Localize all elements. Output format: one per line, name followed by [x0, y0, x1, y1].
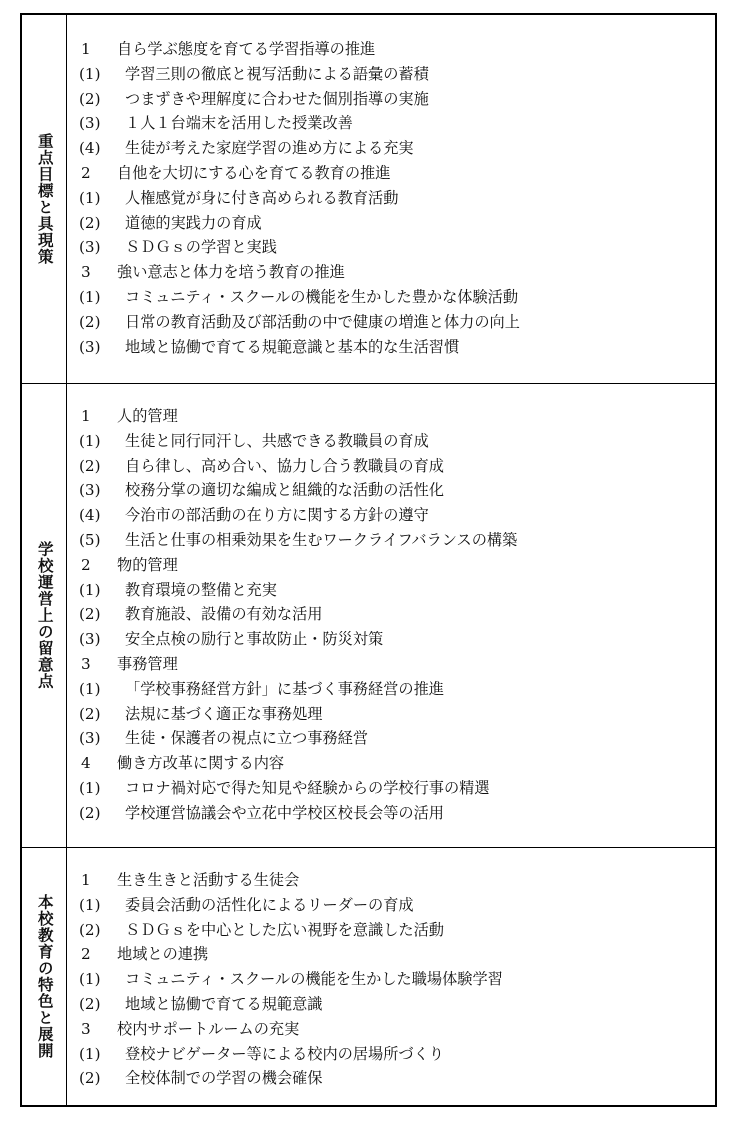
item-number: (2)	[79, 89, 101, 108]
item-number: (2)	[79, 456, 101, 475]
list-item	[77, 677, 709, 702]
item-number: (1)	[79, 188, 101, 207]
item-text: 全校体制での学習の機会確保	[125, 1069, 323, 1088]
heading-number: 2	[81, 163, 91, 182]
item-number: (1)	[79, 895, 101, 914]
list-item	[77, 87, 709, 112]
section-heading-line	[77, 1017, 709, 1042]
item-number: (1)	[79, 1044, 101, 1063]
item-text: 生活と仕事の相乗効果を生むワークライフバランスの構築	[125, 530, 518, 549]
item-number: (3)	[79, 238, 101, 257]
section-heading-line	[77, 404, 709, 429]
heading-number: 2	[81, 555, 91, 574]
item-text: コミュニティ・スクールの機能を生かした豊かな体験活動	[125, 287, 519, 306]
item-number: (1)	[79, 970, 101, 989]
heading-text: 自ら学ぶ態度を育てる学習指導の推進	[117, 40, 376, 58]
section-heading-line	[77, 652, 709, 677]
item-text: 学校運営協議会や立花中学校区校長会等の活用	[125, 803, 444, 822]
item-text: １人１台端末を活用した授業改善	[125, 114, 353, 133]
heading-number: 3	[81, 263, 91, 282]
heading-number: 1	[81, 40, 91, 58]
item-text: 生徒・保護者の視点に立つ事務経営	[125, 729, 368, 748]
item-text: 人権感覚が身に付き高められる教育活動	[125, 188, 399, 207]
item-text: 地域と協働で育てる規範意識	[125, 994, 323, 1013]
item-number: (3)	[79, 729, 101, 748]
list-item	[77, 776, 709, 801]
heading-text: 物的管理	[117, 555, 178, 574]
list-item	[77, 1066, 709, 1091]
heading-text: 生き生きと活動する生徒会	[117, 871, 300, 889]
item-text: 教育環境の整備と充実	[125, 580, 277, 599]
item-text: 日常の教育活動及び部活動の中で健康の増進と体力の向上	[125, 312, 520, 331]
item-number: (2)	[79, 312, 101, 331]
heading-text: 校内サポートルームの充実	[117, 1019, 300, 1038]
heading-text: 働き方改革に関する内容	[117, 754, 285, 773]
item-text: 生徒と同行同汗し、共感できる教職員の育成	[125, 431, 429, 450]
heading-number: 1	[81, 407, 91, 425]
item-number: (2)	[79, 1069, 101, 1088]
item-number: (3)	[79, 337, 101, 356]
item-number: (2)	[79, 605, 101, 624]
item-text: 校務分掌の適切な編成と組織的な活動の活性化	[125, 481, 444, 500]
section-heading-line	[77, 260, 709, 285]
item-text: コロナ禍対応で得た知見や経験からの学校行事の精選	[125, 778, 490, 797]
list-item	[77, 186, 709, 211]
heading-text: 自他を大切にする心を育てる教育の推進	[117, 163, 391, 182]
section-label: 重点目標と具現策	[35, 133, 54, 265]
section-label: 本校教育の特色と展開	[35, 894, 54, 1059]
item-number: (2)	[79, 213, 101, 232]
list-item	[77, 211, 709, 236]
section-label-cell	[22, 848, 67, 1105]
list-item	[77, 726, 709, 751]
list-item	[77, 310, 709, 335]
item-text: 生徒が考えた家庭学習の進め方による充実	[125, 139, 414, 158]
section-heading-line	[77, 553, 709, 578]
list-item	[77, 801, 709, 826]
section-lines	[77, 868, 709, 1091]
item-number: (3)	[79, 630, 101, 649]
heading-number: 1	[81, 871, 91, 889]
heading-text: 地域との連携	[117, 945, 209, 964]
item-number: (1)	[79, 580, 101, 599]
item-number: (1)	[79, 778, 101, 797]
item-number: (1)	[79, 64, 101, 83]
item-text: 今治市の部活動の在り方に関する方針の遵守	[125, 506, 429, 525]
section-heading-line	[77, 942, 709, 967]
section-content	[67, 848, 715, 1105]
section-label-cell	[22, 15, 67, 383]
item-number: (3)	[79, 481, 101, 500]
item-number: (2)	[79, 920, 101, 939]
item-text: 登校ナビゲーター等による校内の居場所づくり	[125, 1044, 444, 1063]
item-text: ＳＤＧｓを中心とした広い視野を意識した活動	[125, 920, 444, 939]
section-heading-line	[77, 161, 709, 186]
list-item	[77, 992, 709, 1017]
list-item	[77, 335, 709, 360]
list-item	[77, 702, 709, 727]
list-item	[77, 918, 709, 943]
item-number: (4)	[79, 139, 101, 158]
list-item	[77, 429, 709, 454]
section-priority-goals	[22, 15, 715, 384]
item-text: 委員会活動の活性化によるリーダーの育成	[125, 895, 414, 914]
list-item	[77, 528, 709, 553]
item-text: 地域と協働で育てる規範意識と基本的な生活習慣	[125, 337, 460, 356]
heading-number: 4	[81, 754, 91, 773]
list-item	[77, 62, 709, 87]
section-content	[67, 15, 715, 383]
list-item	[77, 235, 709, 260]
policy-table	[20, 13, 717, 1107]
item-text: コミュニティ・スクールの機能を生かした職場体験学習	[125, 970, 503, 989]
item-number: (4)	[79, 506, 101, 525]
item-number: (2)	[79, 803, 101, 822]
item-number: (5)	[79, 530, 101, 549]
item-text: つまずきや理解度に合わせた個別指導の実施	[125, 89, 429, 108]
heading-number: 3	[81, 654, 91, 673]
list-item	[77, 136, 709, 161]
item-text: 道徳的実践力の育成	[125, 213, 262, 232]
list-item	[77, 111, 709, 136]
item-text: 法規に基づく適正な事務処理	[125, 704, 323, 723]
heading-number: 2	[81, 945, 91, 964]
section-heading-line	[77, 868, 709, 893]
item-text: 安全点検の励行と事故防止・防災対策	[125, 630, 384, 649]
section-content	[67, 384, 715, 847]
list-item	[77, 893, 709, 918]
list-item	[77, 602, 709, 627]
section-lines	[77, 404, 709, 826]
list-item	[77, 454, 709, 479]
item-number: (1)	[79, 431, 101, 450]
section-lines	[77, 37, 709, 359]
item-number: (1)	[79, 679, 101, 698]
heading-number: 3	[81, 1019, 91, 1038]
item-text: 学習三則の徹底と視写活動による語彙の蓄積	[125, 64, 429, 83]
heading-text: 人的管理	[117, 407, 178, 425]
list-item	[77, 1042, 709, 1067]
section-heading-line	[77, 751, 709, 776]
item-text: 自ら律し、高め合い、協力し合う教職員の育成	[125, 456, 444, 475]
item-number: (2)	[79, 994, 101, 1013]
list-item	[77, 578, 709, 603]
item-text: 「学校事務経営方針」に基づく事務経営の推進	[125, 679, 444, 698]
list-item	[77, 503, 709, 528]
item-number: (2)	[79, 704, 101, 723]
list-item	[77, 285, 709, 310]
heading-text: 強い意志と体力を培う教育の推進	[117, 263, 345, 282]
section-label: 学校運営上の留意点	[35, 541, 54, 690]
heading-text: 事務管理	[117, 654, 178, 673]
item-text: 教育施設、設備の有効な活用	[125, 605, 323, 624]
list-item	[77, 478, 709, 503]
item-number: (3)	[79, 114, 101, 133]
section-heading-line	[77, 37, 709, 62]
item-number: (1)	[79, 287, 101, 306]
section-school-management	[22, 384, 715, 848]
section-school-features	[22, 848, 715, 1105]
item-text: ＳＤＧｓの学習と実践	[125, 238, 277, 257]
section-label-cell	[22, 384, 67, 847]
list-item	[77, 627, 709, 652]
list-item	[77, 967, 709, 992]
